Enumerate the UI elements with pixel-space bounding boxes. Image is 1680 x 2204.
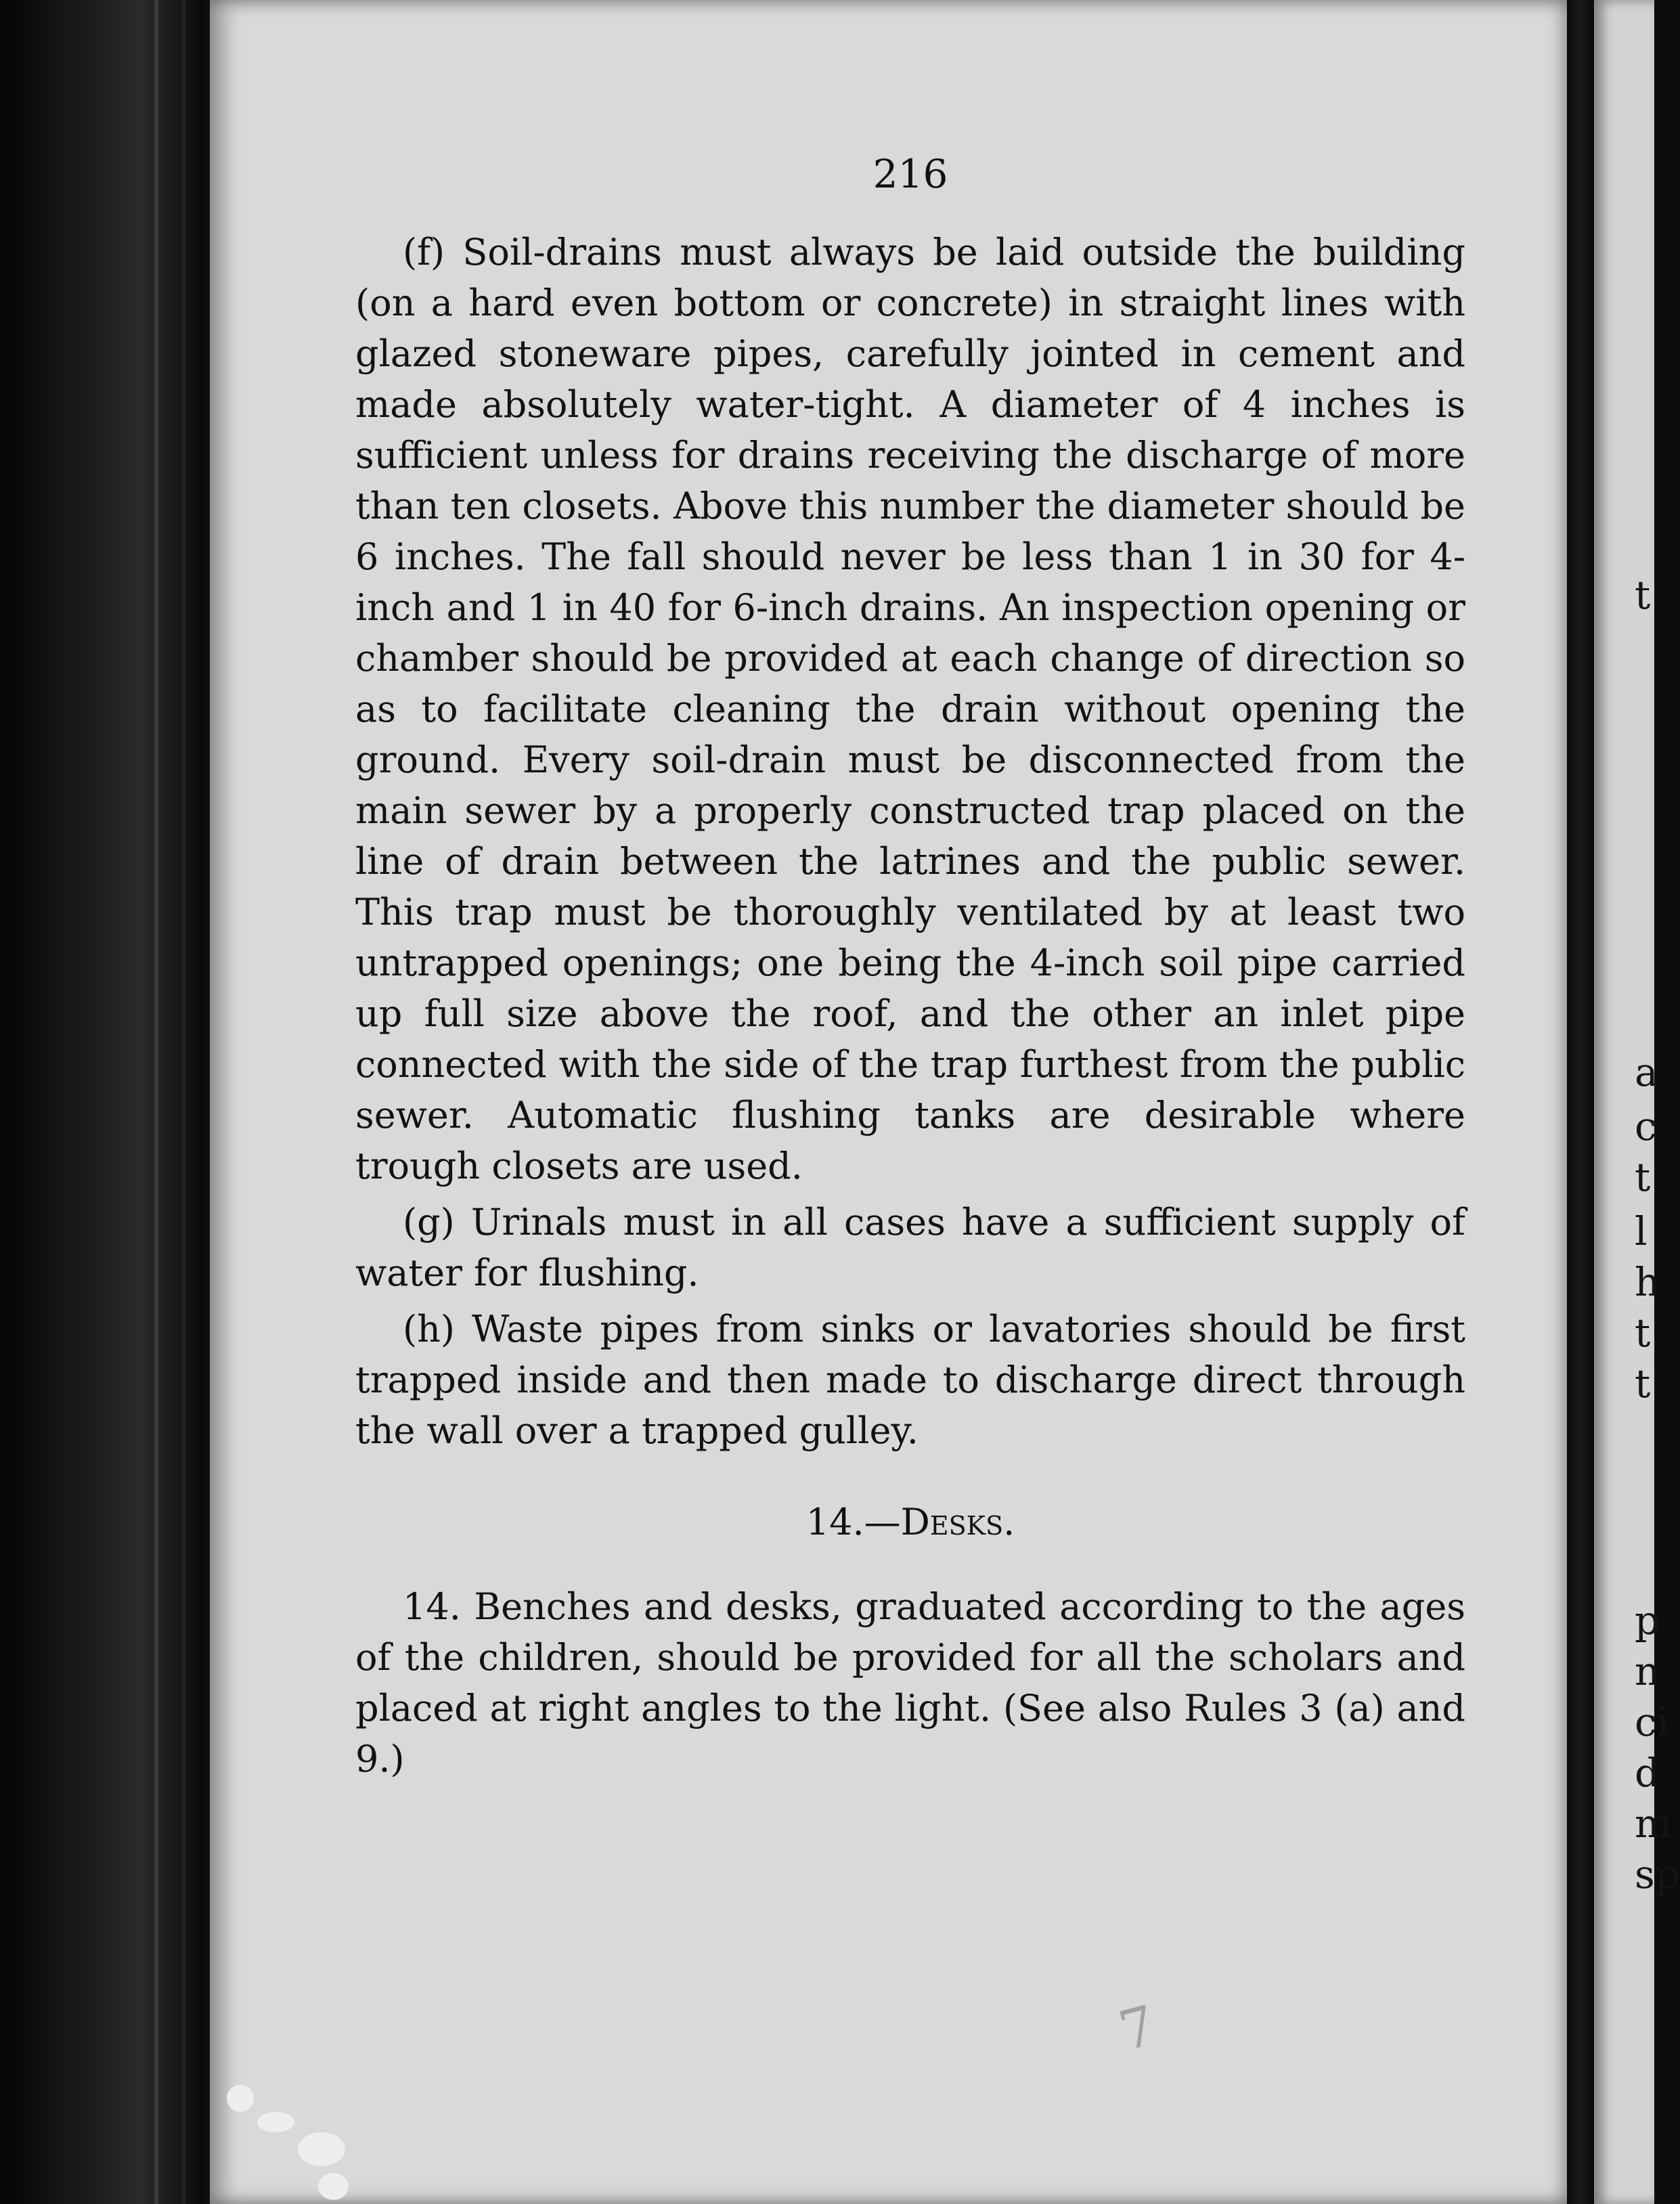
scan-speck (257, 2112, 294, 2132)
edge-letter: n (1635, 1648, 1660, 1694)
edge-letter: m (1635, 1801, 1672, 1847)
paragraph-f: (f) Soil-drains must always be laid outside the building (on a hard even bottom or concrete) in straight lines with glazed stoneware pipes, carefully jointed in cement and made absolutely water-tight. A diameter of 4 inches is sufficient unless for drains receiving the discharge of more than ten closets. Above this number the diameter should be 6 inches. The fall should never be less than 1 in 30 for 4-inch and 1 in 40 for 6-inch drains. An inspection opening or chamber should be provided at each change of direction so as to facilitate cleaning the drain without opening the ground. Every soil-drain must be disconnected from the main sewer by a properly constructed trap placed on the line of drain between the latrines and the public sewer. This trap must be thoroughly ventilated by at least two untrapped openings; one being the 4-inch soil pipe carried up full size above the roof, and the other an inlet pipe connected with the side of the trap furthest from the public sewer. Automatic flushing tanks are desirable where trough closets are used. (355, 231, 1465, 1187)
section-heading: 14.—Desks. (805, 1501, 1015, 1543)
paragraph-g: (g) Urinals must in all cases have a sufficient supply of water for flushing. (355, 1201, 1465, 1294)
edge-letter: a (1635, 1049, 1658, 1095)
book-binding (0, 0, 203, 2204)
edge-letter: sp (1635, 1851, 1680, 1897)
edge-letter: c (1635, 1103, 1657, 1149)
paragraph-h: (h) Waste pipes from sinks or lavatories should be first trapped inside and then made to discharge direct through the wall over a trapped gulley. (355, 1308, 1465, 1452)
page-text-block (355, 149, 1465, 1784)
edge-letter: d (1635, 1750, 1660, 1796)
scan-speck (227, 2085, 254, 2112)
edge-letter: t (1635, 1154, 1651, 1200)
page-gutter (1567, 0, 1594, 2204)
edge-letter: t (1635, 1310, 1651, 1356)
edge-letter: h (1635, 1259, 1660, 1305)
paragraph-rule-14: 14. Benches and desks, graduated according to the ages of the children, should be provided for all the scholars and placed at right angles to the light. (See also Rules 3 (a) and 9.) (355, 1585, 1465, 1780)
edge-letter: p (1635, 1597, 1660, 1644)
scan-speck (298, 2132, 345, 2166)
adjacent-page-edge (1594, 0, 1680, 2204)
pencil-mark: 7 (1112, 1993, 1163, 2064)
binding-edge-line (154, 0, 158, 2204)
edge-letter: t (1635, 1361, 1651, 1407)
binding-edge-line (181, 0, 185, 2204)
page-number: 216 (872, 151, 948, 197)
edge-letter: t (1635, 572, 1651, 618)
edge-letter: l (1635, 1208, 1648, 1254)
scan-speck (318, 2173, 349, 2200)
edge-letter: ci (1635, 1699, 1670, 1745)
